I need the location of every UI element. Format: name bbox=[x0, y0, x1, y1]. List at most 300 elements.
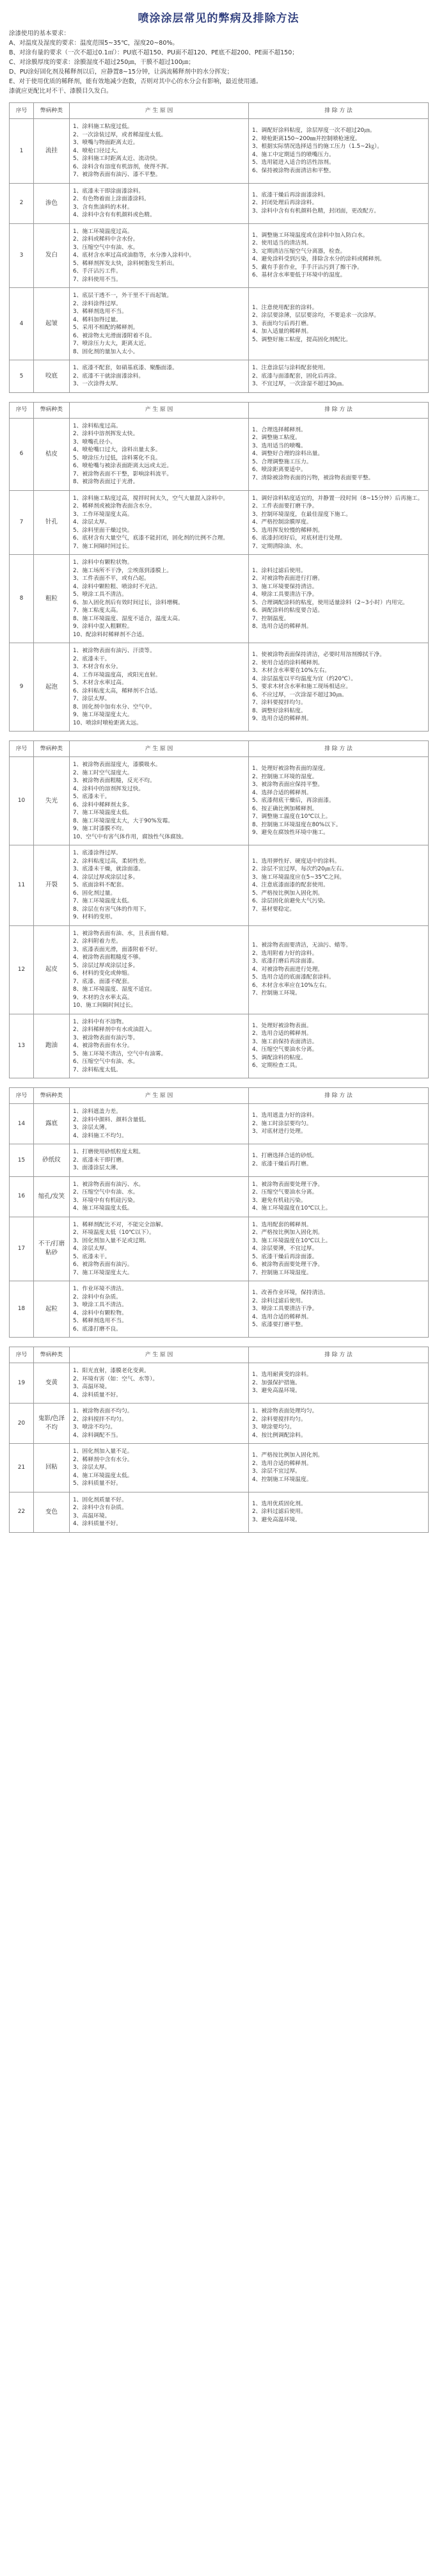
table-row bbox=[10, 925, 429, 1014]
method-item: 4、加入适量的稀释剂。 bbox=[252, 328, 312, 335]
defect-type: 鬼影/色泽不均 bbox=[34, 1404, 70, 1444]
method-item: 5、戴有手套作业，手手汗沾污到了擦干净。 bbox=[252, 264, 363, 271]
table-row bbox=[10, 1217, 429, 1281]
method-item: 2、加强保护措施。 bbox=[252, 1379, 301, 1386]
table-row bbox=[10, 418, 429, 490]
intro-requirements bbox=[9, 29, 428, 96]
cause-item: 4、被涂物表面有水分。 bbox=[73, 1043, 133, 1049]
method-item: 3、木材含水率要在10%左右。 bbox=[252, 668, 330, 675]
cause-item: 1、被涂物表面有油污、汗渍等。 bbox=[73, 648, 155, 654]
cause-item: 7、喷涂压力太大，距离太近。 bbox=[73, 340, 150, 347]
cause-item: 4、涂料施工不均匀。 bbox=[73, 1132, 127, 1139]
method-list bbox=[249, 183, 429, 223]
cause-item: 8、固化剂的量加入太小。 bbox=[73, 348, 139, 355]
cause-item: 4、涂层太厚。 bbox=[73, 519, 111, 525]
cause-item: 4、喷枪嘴口过大，涂料出量太多。 bbox=[73, 447, 161, 453]
cause-item: 5、采用不相配的稀释剂。 bbox=[73, 324, 139, 331]
table-row bbox=[10, 490, 429, 555]
cause-item: 3、含有焦油料的木材。 bbox=[73, 204, 133, 211]
cause-item: 4、施工环境温度太低。 bbox=[73, 1205, 133, 1212]
table-header-row bbox=[10, 1088, 429, 1104]
row-number: 20 bbox=[10, 1404, 34, 1444]
method-item: 2、涂层要涂薄，层层要涂均，不要追求一次涂厚。 bbox=[252, 312, 380, 319]
cause-item: 10、施工间隔时间过长。 bbox=[73, 1002, 137, 1009]
header-no: 序号 bbox=[10, 402, 34, 418]
method-item: 6、被涂物表面要处理干净。 bbox=[252, 1261, 324, 1268]
method-list bbox=[249, 555, 429, 643]
method-item: 3、定期清洁压缩空气分离器，检查。 bbox=[252, 248, 346, 255]
cause-item: 2、涂料或稀料中含水份。 bbox=[73, 236, 139, 243]
row-number: 12 bbox=[10, 925, 34, 1014]
method-item: 4、选择合适的稀释剂。 bbox=[252, 789, 312, 796]
method-item: 3、施工环境要保持清洁。 bbox=[252, 583, 318, 590]
defects-table bbox=[9, 102, 429, 393]
cause-item: 2、涂料涂得过厚。 bbox=[73, 300, 122, 307]
method-list bbox=[249, 418, 429, 490]
cause-item: 1、被涂物表面不均匀。 bbox=[73, 1408, 133, 1414]
table-row bbox=[10, 643, 429, 732]
method-item: 1、被涂物表面要清洁，无油污、蜡等。 bbox=[252, 942, 352, 949]
cause-item: 3、被涂物表面有油污等。 bbox=[73, 1034, 139, 1041]
row-number: 16 bbox=[10, 1176, 34, 1217]
cause-item: 3、涂层太厚。 bbox=[73, 1464, 111, 1471]
method-item: 6、喷涂距离要适中。 bbox=[252, 467, 306, 474]
header-no: 序号 bbox=[10, 741, 34, 757]
cause-item: 1、底漆涂得过厚。 bbox=[73, 850, 122, 856]
cause-item: 2、环境有害（如：空气、水等）。 bbox=[73, 1375, 159, 1382]
method-item: 6、按正确比例加稀释剂。 bbox=[252, 805, 318, 812]
header-method: 排 除 方 法 bbox=[249, 103, 429, 119]
cause-item: 3、固化剂加入量不足或过期。 bbox=[73, 1237, 150, 1244]
cause-item: 7、施工环境温度太低。 bbox=[73, 898, 133, 904]
cause-item: 5、涂料施工时距离太近、流动快。 bbox=[73, 156, 161, 162]
method-item: 8、控制施工环境湿度在80%以下。 bbox=[252, 821, 342, 828]
cause-item: 5、喷涂工具不清洁。 bbox=[73, 591, 127, 598]
table-row bbox=[10, 1144, 429, 1177]
row-number: 14 bbox=[10, 1104, 34, 1144]
cause-item: 2、压缩空气中有油、水。 bbox=[73, 1189, 139, 1196]
cause-list bbox=[70, 1104, 249, 1144]
cause-item: 4、涂料中有颗粒物。 bbox=[73, 1309, 127, 1316]
method-item: 2、使用适当的清洁剂。 bbox=[252, 240, 312, 247]
cause-list bbox=[70, 1014, 249, 1078]
cause-list bbox=[70, 360, 249, 393]
method-item: 3、施工环境温度在10℃以上。 bbox=[252, 1237, 331, 1244]
header-method: 排 除 方 法 bbox=[249, 1088, 429, 1104]
cause-item: 2、有色物着面上涂面漆涂料。 bbox=[73, 196, 150, 202]
method-item: 4、选用合适的稀释剂。 bbox=[252, 1313, 312, 1320]
cause-item: 3、高温环境。 bbox=[73, 1512, 111, 1519]
header-cause: 产 生 原 因 bbox=[70, 1088, 249, 1104]
cause-item: 1、涂料施工粘度过高，搅拌时间太久，空气大量混入涂料中。 bbox=[73, 495, 229, 502]
method-item: 1、选用弹性好、硬度适中的涂料。 bbox=[252, 858, 340, 865]
cause-item: 7、施工环境湿度太大。 bbox=[73, 1269, 133, 1276]
method-list bbox=[249, 1176, 429, 1217]
method-list bbox=[249, 1444, 429, 1492]
method-list bbox=[249, 223, 429, 288]
cause-item: 8、涂层在有害气体的作用下。 bbox=[73, 906, 150, 913]
table-row bbox=[10, 223, 429, 288]
row-number: 15 bbox=[10, 1144, 34, 1177]
method-item: 1、注意使用配套的涂料。 bbox=[252, 304, 318, 311]
header-type: 弊病种类 bbox=[34, 1088, 70, 1104]
method-list bbox=[249, 360, 429, 393]
cause-list bbox=[70, 925, 249, 1014]
method-item: 3、表面均匀后再打磨。 bbox=[252, 320, 312, 327]
cause-item: 2、施工时空气湿度大。 bbox=[73, 769, 133, 776]
row-number: 17 bbox=[10, 1217, 34, 1281]
cause-item: 4、涂料质量不好。 bbox=[73, 1521, 122, 1527]
defects-table bbox=[9, 402, 429, 732]
method-list bbox=[249, 1144, 429, 1177]
cause-list bbox=[70, 1404, 249, 1444]
header-type: 弊病种类 bbox=[34, 1347, 70, 1363]
method-item: 4、按比例调配涂料。 bbox=[252, 1432, 306, 1439]
method-list bbox=[249, 1363, 429, 1404]
method-item: 2、控制施工环境的湿度。 bbox=[252, 773, 318, 780]
method-item: 2、涂层不宜过厚，每次约20㎛左右。 bbox=[252, 866, 347, 872]
method-item: 5、底漆要打磨平整。 bbox=[252, 1322, 306, 1329]
cause-list bbox=[70, 418, 249, 490]
method-item: 1、打磨选择合适的砂纸。 bbox=[252, 1153, 318, 1160]
header-cause: 产 生 原 因 bbox=[70, 402, 249, 418]
method-item: 3、涂层不宜过厚。 bbox=[252, 1468, 301, 1475]
intro-line: A、对温度及湿度的要求：温度范围5~35℃，湿度20~80%。 bbox=[9, 40, 179, 47]
intro-line: C、对涂膜厚度的要求：涂膜湿度不超过250㎛，干膜不超过100㎛； bbox=[9, 59, 195, 66]
method-item: 5、调整好施工粘度，提高固化剂配比。 bbox=[252, 336, 352, 343]
method-item: 1、被涂物表面要处理干净。 bbox=[252, 1181, 324, 1188]
cause-item: 2、稀释剂中含有水分。 bbox=[73, 1456, 133, 1463]
cause-item: 8、被涂物表面过于光滑。 bbox=[73, 479, 139, 485]
method-item: 4、注意底漆面漆的配套使用。 bbox=[252, 882, 329, 888]
cause-item: 5、稀释剂选用不当。 bbox=[73, 1318, 127, 1324]
method-item: 2、选用合适的稀释剂。 bbox=[252, 1460, 312, 1467]
cause-item: 7、被涂物表面不干整，影响涂料流平。 bbox=[73, 470, 173, 477]
method-item: 3、避免有机硅污染。 bbox=[252, 1197, 306, 1204]
method-list bbox=[249, 925, 429, 1014]
method-list bbox=[249, 1104, 429, 1144]
method-list bbox=[249, 1492, 429, 1532]
table-header-row bbox=[10, 741, 429, 757]
method-item: 2、严格按比例加入固化剂。 bbox=[252, 1229, 324, 1236]
header-type: 弊病种类 bbox=[34, 402, 70, 418]
cause-item: 5、涂料里面干燥过快。 bbox=[73, 527, 133, 534]
header-no: 序号 bbox=[10, 1347, 34, 1363]
cause-item: 7、底漆、面漆不配套。 bbox=[73, 978, 133, 985]
cause-item: 5、涂层过厚或涂层过多。 bbox=[73, 962, 139, 969]
cause-item: 6、加入固化剂后有效时间过长，涂料增稠。 bbox=[73, 599, 184, 606]
method-item: 2、选用合适的稀释剂。 bbox=[252, 1030, 312, 1037]
method-item: 4、压缩空气要油水分离。 bbox=[252, 1046, 318, 1053]
cause-item: 6、手汗沾污工件。 bbox=[73, 268, 122, 275]
method-item: 7、控制施工环境湿度。 bbox=[252, 1269, 312, 1276]
table-row bbox=[10, 288, 429, 360]
method-item: 5、严格按比例加入固化剂。 bbox=[252, 890, 324, 897]
row-number: 18 bbox=[10, 1281, 34, 1338]
method-item: 7、调整施工温度在10℃以上。 bbox=[252, 813, 331, 820]
method-list bbox=[249, 1404, 429, 1444]
method-item: 2、对被涂物表面进行打磨。 bbox=[252, 575, 324, 582]
cause-item: 1、涂料遮盖力差。 bbox=[73, 1108, 122, 1115]
cause-item: 9、木材的含水率太高。 bbox=[73, 994, 133, 1001]
cause-item: 1、涂料施工粘度过低。 bbox=[73, 124, 133, 130]
cause-item: 5、涂料质量不好。 bbox=[73, 1480, 122, 1487]
method-list bbox=[249, 845, 429, 926]
method-item: 4、控制施工环境温度。 bbox=[252, 1476, 312, 1483]
method-item: 1、选用配套的稀释剂。 bbox=[252, 1221, 312, 1228]
defect-type: 失光 bbox=[34, 757, 70, 845]
method-item: 1、选用耐黄变的涂料。 bbox=[252, 1372, 312, 1379]
cause-item: 3、木材含有水分。 bbox=[73, 664, 122, 670]
defects-table bbox=[9, 740, 429, 1078]
row-number: 10 bbox=[10, 757, 34, 845]
cause-list bbox=[70, 1444, 249, 1492]
cause-item: 2、涂料稀释剂中有水或油混入。 bbox=[73, 1027, 155, 1033]
table-row bbox=[10, 1444, 429, 1492]
header-method: 排 除 方 法 bbox=[249, 1347, 429, 1363]
cause-list bbox=[70, 555, 249, 643]
cause-item: 6、固化剂过量。 bbox=[73, 890, 116, 897]
cause-item: 3、喷嘴与物面距离太近。 bbox=[73, 140, 139, 146]
method-item: 6、底漆封闭好后，对底材进行处理。 bbox=[252, 535, 346, 541]
cause-item: 1、稀释剂配比不对，不能完全溶解。 bbox=[73, 1221, 167, 1228]
defect-type: 桔皮 bbox=[34, 418, 70, 490]
row-number: 21 bbox=[10, 1444, 34, 1492]
method-item: 2、底漆干燥后再打磨。 bbox=[252, 1160, 312, 1167]
table-row bbox=[10, 360, 429, 393]
method-list bbox=[249, 1014, 429, 1078]
cause-item: 2、底漆未干即打磨。 bbox=[73, 1156, 127, 1164]
header-type: 弊病种类 bbox=[34, 103, 70, 119]
defect-type: 发白 bbox=[34, 223, 70, 288]
cause-item: 2、涂料搅拌不均匀。 bbox=[73, 1416, 127, 1423]
row-number: 1 bbox=[10, 119, 34, 184]
method-item: 2、涂料过滤后使用。 bbox=[252, 1297, 306, 1304]
cause-item: 5、木材含水率过高。 bbox=[73, 680, 127, 686]
table-row bbox=[10, 1176, 429, 1217]
cause-item: 2、涂料中颜料、颜料含量低。 bbox=[73, 1116, 150, 1123]
method-item: 1、处理好被涂物表面。 bbox=[252, 1022, 312, 1029]
cause-item: 8、固化剂中加有水分、空气中。 bbox=[73, 703, 155, 710]
table-row bbox=[10, 1014, 429, 1078]
method-item: 1、选用优质固化剂。 bbox=[252, 1500, 306, 1507]
defect-type: 不干/打磨粘砂 bbox=[34, 1217, 70, 1281]
cause-list bbox=[70, 223, 249, 288]
cause-item: 4、被涂物表面粗糙度不够。 bbox=[73, 954, 145, 961]
method-item: 3、根据实际情况选择适当的施工压力（1.5~2㎏）。 bbox=[252, 143, 383, 150]
intro-line: D、PU涂好固化剂及稀释剂以后，应静置8~15分钟，让涡流稀释剂中的水分挥发； bbox=[9, 68, 234, 76]
method-item: 6、调配涂料的粘度要合适。 bbox=[252, 607, 324, 614]
defect-type: 跑油 bbox=[34, 1014, 70, 1078]
section-gap bbox=[0, 1078, 437, 1087]
cause-item: 3、喷嘴孔径小。 bbox=[73, 438, 116, 445]
method-item: 5、合理调配涂料的粘度，使用适量涂料（2~3小时）内用完。 bbox=[252, 599, 409, 606]
method-item: 3、施工环境温度应在5~35℃之间。 bbox=[252, 874, 346, 881]
method-item: 1、底漆干燥后再涂面漆涂料。 bbox=[252, 191, 329, 198]
method-item: 3、涂料中含有有机颜料色精，封闭面，更改配方。 bbox=[252, 207, 380, 214]
header-no: 序号 bbox=[10, 103, 34, 119]
cause-item: 1、打磨使用砂纸粒度太粗。 bbox=[73, 1149, 145, 1155]
cause-item: 2、涂料中溶剂挥发太快。 bbox=[73, 431, 139, 437]
table-row bbox=[10, 1363, 429, 1404]
method-item: 9、避免在腐蚀性环境中施工。 bbox=[252, 829, 329, 836]
cause-item: 6、被涂物太光滑面漆附着不良。 bbox=[73, 332, 155, 339]
cause-item: 2、环境温度太低（10℃以下）。 bbox=[73, 1229, 155, 1236]
method-item: 2、调整施工粘度。 bbox=[252, 435, 301, 442]
defect-type: 变色 bbox=[34, 1492, 70, 1532]
method-item: 5、选用合适的底面漆配套涂料。 bbox=[252, 974, 335, 981]
row-number: 8 bbox=[10, 555, 34, 643]
cause-item: 1、固化剂加入量不足。 bbox=[73, 1448, 133, 1455]
cause-item: 6、底漆打磨不良。 bbox=[73, 1325, 122, 1332]
method-item: 1、涂料过滤后使用。 bbox=[252, 567, 306, 574]
cause-item: 1、底层干透不一，外干里不干而起皱。 bbox=[73, 292, 173, 299]
cause-item: 5、底漆未干。 bbox=[73, 1253, 111, 1260]
cause-item: 8、施工环境温度、湿度不适合，温度太高。 bbox=[73, 615, 184, 622]
method-item: 4、调整好合理的涂料出量。 bbox=[252, 451, 324, 458]
method-item: 3、底漆打磨后再涂面漆。 bbox=[252, 958, 318, 965]
defect-type: 砂纸纹 bbox=[34, 1144, 70, 1177]
method-item: 1、调整施工环境温度或在涂料中加入防白水。 bbox=[252, 232, 369, 239]
cause-item: 2、施工场所不干净，尘埃落到漆膜上。 bbox=[73, 567, 173, 574]
cause-item: 5、施工环境不清洁，空气中有油雾。 bbox=[73, 1050, 167, 1057]
cause-item: 1、被涂物表面有油污、水。 bbox=[73, 1181, 145, 1188]
table-header-row bbox=[10, 1347, 429, 1363]
method-item: 5、合理调整施工压力。 bbox=[252, 458, 312, 465]
method-item: 6、基材含水率要低于环境中的湿度。 bbox=[252, 272, 346, 279]
header-cause: 产 生 原 因 bbox=[70, 741, 249, 757]
method-item: 4、涂层要薄，不宜过厚。 bbox=[252, 1245, 318, 1252]
cause-list bbox=[70, 1281, 249, 1338]
cause-item: 10、空气中有害气体作用，腐蚀性气体腐蚀。 bbox=[73, 833, 187, 840]
method-item: 4、施工中定期适当的喷嘴压力。 bbox=[252, 151, 335, 158]
table-row bbox=[10, 1281, 429, 1338]
section-gap bbox=[0, 1338, 437, 1347]
cause-item: 2、一次涂装过厚，或者稀湿度太低。 bbox=[73, 131, 167, 138]
method-item: 3、选用适当的喷嘴。 bbox=[252, 442, 306, 449]
header-cause: 产 生 原 因 bbox=[70, 103, 249, 119]
cause-list bbox=[70, 757, 249, 845]
cause-item: 3、工作环境湿度太高。 bbox=[73, 511, 133, 518]
defect-type: 缩孔/发笑 bbox=[34, 1176, 70, 1217]
cause-item: 4、涂料中含有有机颜料或色精。 bbox=[73, 212, 155, 218]
cause-item: 5、喷涂压力过低，涂料雾化不良。 bbox=[73, 454, 161, 461]
cause-item: 4、喷枪口径过大。 bbox=[73, 147, 122, 154]
cause-item: 3、工件表面不平，或有凸起。 bbox=[73, 575, 150, 582]
method-item: 2、喷枪距离150~200㎜并控制喷枪速度。 bbox=[252, 135, 361, 142]
cause-list bbox=[70, 1363, 249, 1404]
cause-item: 1、底漆未干即涂面漆涂料。 bbox=[73, 188, 145, 195]
cause-item: 6、被涂物表面有油污。 bbox=[73, 1261, 133, 1268]
method-item: 5、选用能进入适合的活性溶剂。 bbox=[252, 159, 335, 166]
defects-table bbox=[9, 1347, 429, 1533]
method-item: 5、选用挥发较慢的稀释剂。 bbox=[252, 527, 324, 534]
section-gap bbox=[0, 732, 437, 740]
cause-item: 2、底漆不干就涂面漆涂料。 bbox=[73, 372, 145, 380]
method-item: 4、避免涂料受到污染，排除含水分的涂料或稀释剂。 bbox=[252, 256, 385, 263]
cause-item: 1、作业环境不清洁。 bbox=[73, 1286, 127, 1292]
cause-item: 10、喷涂时喷枪距离太远。 bbox=[73, 719, 142, 726]
cause-item: 4、涂料调配不当。 bbox=[73, 1432, 122, 1439]
cause-item: 3、环境中有有机硅污染。 bbox=[73, 1197, 139, 1204]
method-item: 6、保持被涂物表面清洁和平整。 bbox=[252, 167, 335, 174]
section-gap bbox=[0, 393, 437, 402]
method-item: 4、喷涂工具要清洁干净。 bbox=[252, 591, 318, 598]
cause-item: 1、被涂物表面有油、水，且表面有蜡。 bbox=[73, 930, 173, 937]
method-item: 3、喷涂工具要清洁干净。 bbox=[252, 1306, 318, 1313]
row-number: 22 bbox=[10, 1492, 34, 1532]
method-item: 5、底漆干燥后再涂面漆。 bbox=[252, 1253, 318, 1260]
cause-item: 6、材料的变化或伸缩。 bbox=[73, 970, 133, 977]
cause-item: 4、涂料中颗粒粗、喷涂时不光洁。 bbox=[73, 583, 161, 590]
method-item: 4、对被涂物表面进行处理。 bbox=[252, 966, 324, 973]
method-item: 5、调配涂料的粘度。 bbox=[252, 1054, 306, 1061]
method-item: 2、施工时涂层要均匀。 bbox=[252, 1120, 312, 1127]
method-item: 6、定期检查工具。 bbox=[252, 1062, 301, 1069]
intro-line: 漆就应更配比对不干、漆膜目久发白。 bbox=[9, 88, 113, 95]
table-row bbox=[10, 757, 429, 845]
method-item: 4、涂层温度以平均温度为宜（约20℃）。 bbox=[252, 675, 357, 682]
method-item: 3、对底材进行处理。 bbox=[252, 1128, 306, 1135]
table-row bbox=[10, 1492, 429, 1532]
table-row bbox=[10, 183, 429, 223]
defect-type: 变黄 bbox=[34, 1363, 70, 1404]
method-item: 6、木材含水率应在10%左右。 bbox=[252, 982, 330, 989]
method-item: 8、选用合适的稀释剂。 bbox=[252, 623, 312, 630]
cause-item: 4、工作环境温度高，或阳光直射。 bbox=[73, 671, 161, 678]
cause-item: 7、涂层太厚。 bbox=[73, 696, 111, 702]
row-number: 5 bbox=[10, 360, 34, 393]
row-number: 2 bbox=[10, 183, 34, 223]
cause-item: 9、材料的变形。 bbox=[73, 914, 116, 920]
method-item: 5、底漆彻底干燥后，再涂面漆。 bbox=[252, 797, 335, 804]
table-header-row bbox=[10, 402, 429, 418]
cause-item: 6、涂料粘度太高，稀释剂不合适。 bbox=[73, 687, 161, 694]
cause-item: 4、涂层过厚或涂层过多。 bbox=[73, 874, 139, 881]
cause-item: 5、底漆未干。 bbox=[73, 794, 111, 800]
table-header-row bbox=[10, 103, 429, 119]
cause-item: 3、一次涂得太厚。 bbox=[73, 381, 122, 387]
row-number: 9 bbox=[10, 643, 34, 732]
method-item: 1、使被涂物表面保持清洁，必要时用溶剂擦拭干净。 bbox=[252, 652, 385, 659]
method-item: 9、选用合适的稀释剂。 bbox=[252, 716, 312, 723]
method-list bbox=[249, 1281, 429, 1338]
method-item: 4、严格控制涂膜厚度。 bbox=[252, 519, 312, 525]
method-item: 1、合理选择稀释剂。 bbox=[252, 426, 306, 433]
method-item: 3、避免高温环境。 bbox=[252, 1388, 301, 1395]
row-number: 6 bbox=[10, 418, 34, 490]
cause-item: 3、涂层太薄。 bbox=[73, 1124, 111, 1131]
method-item: 2、工件表面要打磨干净。 bbox=[252, 503, 318, 509]
table-row bbox=[10, 1404, 429, 1444]
cause-item: 7、施工环境温度太低。 bbox=[73, 810, 133, 816]
method-item: 1、调好涂料粘度适宜的，并静置一段时间（8~15分钟）后再施工。 bbox=[252, 495, 424, 502]
method-item: 7、涂料要搅拌均匀。 bbox=[252, 700, 306, 707]
method-item: 7、控制施工环境。 bbox=[252, 990, 301, 997]
defect-type: 粗粒 bbox=[34, 555, 70, 643]
cause-item: 4、涂料质量不好。 bbox=[73, 1391, 122, 1398]
intro-line: E、对于使用优质的稀释剂，能有效地减少泡数，否则对其中心的水分会有影响，最近使用通。 bbox=[9, 78, 262, 85]
cause-list bbox=[70, 1492, 249, 1532]
defect-type: 咬底 bbox=[34, 360, 70, 393]
intro-line: 涂漆使用的基本要求： bbox=[9, 30, 70, 37]
cause-item: 5、稀释剂挥发太快，涂料树脂发生析出。 bbox=[73, 260, 178, 267]
cause-item: 4、施工环境温度太低。 bbox=[73, 1472, 133, 1479]
defect-type: 露底 bbox=[34, 1104, 70, 1144]
cause-item: 4、稀料加得过量。 bbox=[73, 316, 122, 323]
defect-type: 开裂 bbox=[34, 845, 70, 926]
cause-item: 1、涂料粘度过高。 bbox=[73, 422, 122, 429]
